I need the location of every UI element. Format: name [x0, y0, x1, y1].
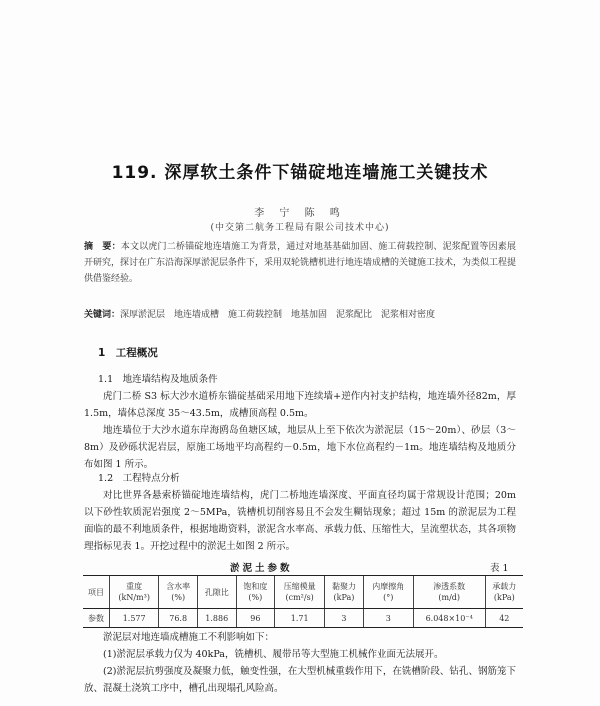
list-item: (2)淤泥层抗剪强度及凝聚力低，触变性强，在大型机械重载作用下，在铣槽阶段、钻孔、钢筋笼下放、混凝土浇筑工序中，槽孔出现塌孔风险高。	[84, 666, 516, 694]
table-header-cell: 饱和度 (%)	[236, 576, 275, 609]
abstract-text: 本文以虎门二桥锚碇地连墙施工为背景，通过对地基基础加固、施工荷载控制、泥浆配置等因素展开研究，探讨在广东沿海深厚淤泥层条件下，采用双轮铣槽机进行地连墙成槽的关键施工技术，为类似工程提供借鉴经验。	[84, 242, 517, 284]
abstract	[84, 239, 516, 287]
table-cell: 3	[363, 609, 413, 628]
section-heading: 1 工程概况	[98, 347, 158, 359]
keywords	[84, 307, 516, 323]
paragraph	[84, 487, 516, 555]
paragraph-text: 淤泥层对地连墙成槽施工不利影响如下：	[103, 632, 275, 643]
paragraph	[84, 388, 516, 422]
table-cell: 96	[236, 609, 275, 628]
impact-list	[84, 646, 516, 697]
paragraph-text: 虎门二桥 S3 标大沙水道桥东锚碇基础采用地下连续墙+逆作内衬支护结构，地连墙外径82m，厚 1.5m，墙体总深度 35～43.5m，成槽顶高程 0.5m。	[84, 391, 516, 419]
table-title: 淤泥土参数	[230, 563, 293, 574]
table-cell: 6.048×10⁻⁴	[413, 609, 485, 628]
paragraph-text: 对比世界各悬索桥锚碇地连墙结构，虎门二桥地连墙深度、平面直径均属于常规设计范围；20m 以下砂性软质泥岩强度 2～5MPa，铣槽机切削容易且不会发生糊钻现象；超过 15m 的淤泥层为工程面临的最不利地质条件，根据地勘资料，淤泥含水率高、承载力低、压缩性大，呈流塑状态，其各项物理指标见表 1。开挖过程中的淤泥土如图 2 所示。	[84, 490, 516, 552]
table-number: 表 1	[490, 563, 509, 574]
keywords-text: 深厚淤泥层 地连墙成槽 施工荷载控制 地基加固 泥浆配比 泥浆相对密度	[120, 310, 436, 320]
table-header-cell: 重度 (kN/m³)	[109, 576, 158, 609]
paragraph-text: 地连墙位于大沙水道东岸海鸥岛鱼塘区域，地层从上至下依次为淤泥层（15～20m）、砂层（3～8m）及砂砾状泥岩层，原施工场地平均高程约－0.5m，地下水位高程约－1m。地连墙结构及地质分布如图 1 所示。	[84, 425, 516, 470]
table-cell: 76.8	[159, 609, 198, 628]
table-header-cell: 孔隙比	[197, 576, 236, 609]
soil-parameter-table	[83, 575, 523, 628]
table-cell: 3	[325, 609, 364, 628]
table-header-cell: 压缩模量 (cm²/s)	[275, 576, 325, 609]
table-cell: 1.577	[109, 609, 158, 628]
paragraph	[84, 629, 516, 646]
table-cell: 1.886	[197, 609, 236, 628]
table-header-cell: 黏聚力 (kPa)	[325, 576, 364, 609]
list-item: (1)淤泥层承载力仅为 40kPa，铣槽机、履带吊等大型施工机械作业面无法展开。	[103, 649, 444, 660]
paper-title: 119. 深厚软土条件下锚碇地连墙施工关键技术	[111, 163, 489, 183]
table-header-cell: 项目	[83, 576, 109, 609]
table-header-row	[83, 576, 523, 609]
table-header-cell: 承载力 (kPa)	[485, 576, 523, 609]
table-header-cell: 内摩擦角 (°)	[363, 576, 413, 609]
paragraph	[84, 422, 516, 473]
table-header-cell: 渗透系数 (m/d)	[413, 576, 485, 609]
abstract-label: 摘 要：	[84, 242, 121, 252]
table-header-cell: 含水率 (%)	[159, 576, 198, 609]
table-cell: 参数	[83, 609, 109, 628]
table-row	[83, 609, 523, 628]
affiliation: (中交第二航务工程局有限公司技术中心)	[210, 223, 390, 233]
authors: 李 宁 陈 鸣	[254, 208, 346, 219]
subsection-heading: 1.2 工程特点分析	[98, 473, 180, 484]
table-cell: 42	[485, 609, 523, 628]
table-cell: 1.71	[275, 609, 325, 628]
subsection-heading: 1.1 地连墙结构及地质条件	[98, 374, 218, 385]
keywords-label: 关键词：	[84, 310, 121, 320]
